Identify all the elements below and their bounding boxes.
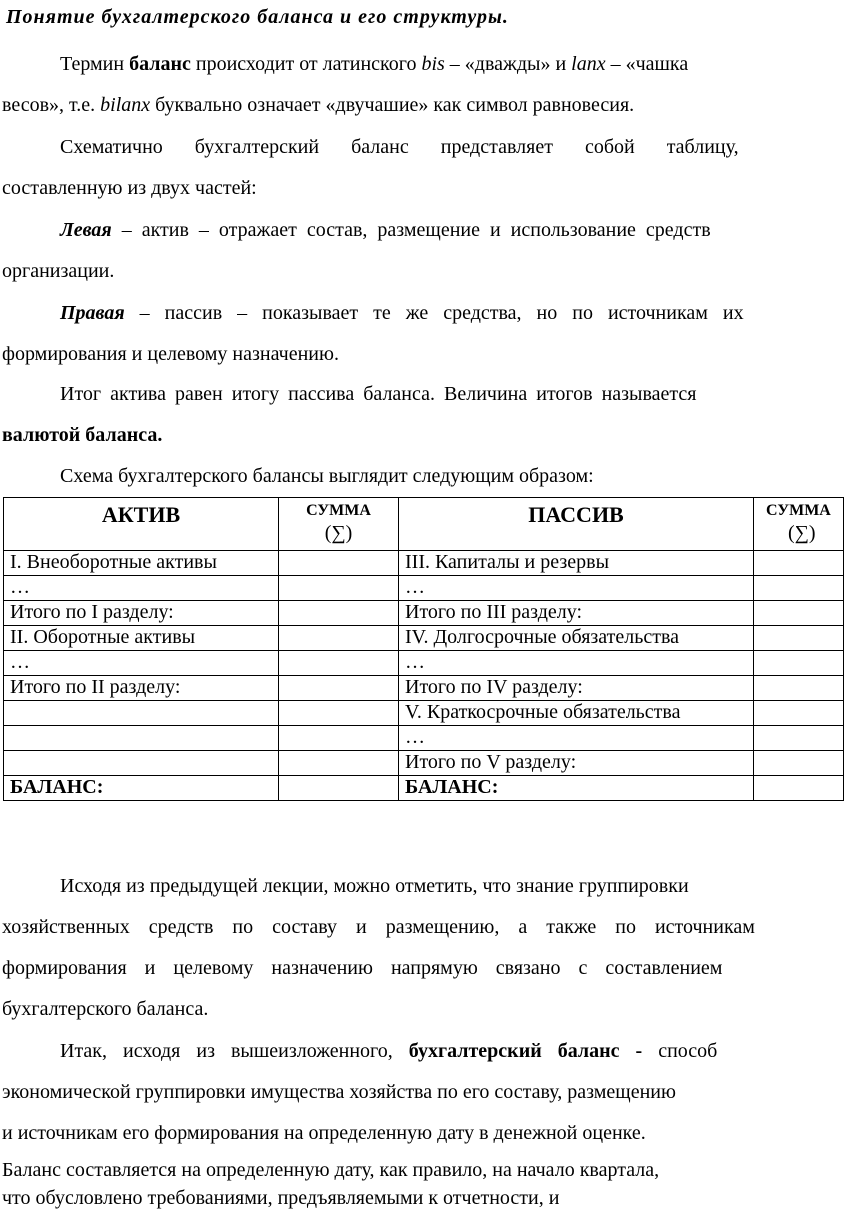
asset-cell: …	[4, 651, 279, 676]
text: – «дважды» и	[444, 53, 572, 75]
text: экономической группировки имущества хозяйства по его составу, размещению	[2, 1081, 676, 1103]
sum-cell	[754, 701, 844, 726]
liability-cell: IV. Долгосрочные обязательства	[399, 626, 754, 651]
liability-total-cell: БАЛАНС:	[399, 776, 754, 801]
paragraph-currency	[2, 374, 814, 456]
sum-cell	[754, 651, 844, 676]
text: – пассив – показывает те же средства, но по источникам их	[124, 302, 744, 324]
sum-cell	[279, 726, 399, 751]
sum-cell	[279, 651, 399, 676]
table-row	[4, 726, 844, 751]
text: Схема бухгалтерского балансы выглядит следующим образом:	[60, 465, 594, 487]
term-bilanx: bilanx	[100, 94, 151, 116]
text: Итак, исходя из вышеизложенного,	[60, 1040, 409, 1062]
table-row-total	[4, 776, 844, 801]
text: происходит от латинского	[190, 53, 422, 75]
balance-table	[3, 497, 844, 801]
asset-cell: Итого по I разделу:	[4, 601, 279, 626]
text: составленную из двух частей:	[2, 177, 257, 199]
liability-cell: V. Краткосрочные обязательства	[399, 701, 754, 726]
text: что обусловлено требованиями, предъявляемыми к отчетности, и	[2, 1187, 560, 1209]
term-lanx: lanx	[571, 53, 606, 75]
paragraph-balance-term	[2, 44, 814, 126]
text: буквально означает «двучашие» как символ равновесия.	[150, 94, 635, 116]
asset-total-cell: БАЛАНС:	[4, 776, 279, 801]
document-title: Понятие бухгалтерского баланса и его структуры.	[6, 6, 509, 28]
sum-cell	[279, 776, 399, 801]
paragraph-date	[2, 1156, 814, 1212]
text: – актив – отражает состав, размещение и использование средств	[111, 219, 711, 241]
sum-cell	[754, 601, 844, 626]
header-sum-asset	[279, 498, 399, 551]
text: СУММА	[766, 502, 831, 519]
text: (∑)	[788, 522, 816, 544]
paragraph-right-side	[2, 293, 814, 375]
asset-cell: …	[4, 576, 279, 601]
text: Баланс составляется на определенную дату, как правило, на начало квартала,	[2, 1159, 660, 1181]
table-row	[4, 701, 844, 726]
sum-cell	[279, 751, 399, 776]
sum-cell	[279, 576, 399, 601]
header-sum-liability	[754, 498, 844, 551]
term-right: Правая	[60, 302, 125, 324]
asset-cell: II. Оборотные активы	[4, 626, 279, 651]
text: СУММА	[306, 502, 371, 519]
table-row	[4, 601, 844, 626]
table-row	[4, 651, 844, 676]
sum-cell	[279, 601, 399, 626]
header-asset: АКТИВ	[4, 498, 279, 551]
text: хозяйственных средств по составу и размещению, а также по источникам	[2, 916, 755, 938]
table-row	[4, 576, 844, 601]
sum-cell	[279, 626, 399, 651]
asset-cell	[4, 726, 279, 751]
header-liability: ПАССИВ	[399, 498, 754, 551]
term-bis: bis	[421, 53, 445, 75]
text: организации.	[2, 260, 115, 282]
term-balance: баланс	[129, 53, 191, 75]
sum-cell	[279, 551, 399, 576]
asset-cell: Итого по II разделу:	[4, 676, 279, 701]
liability-cell: Итого по III разделу:	[399, 601, 754, 626]
text: Исходя из предыдущей лекции, можно отметить, что знание группировки	[60, 875, 689, 897]
text: (∑)	[324, 522, 353, 544]
asset-cell	[4, 751, 279, 776]
table-header-row	[4, 498, 844, 551]
liability-cell: Итого по IV разделу:	[399, 676, 754, 701]
table-row	[4, 676, 844, 701]
paragraph-left-side	[2, 210, 814, 292]
text: – «чашка	[605, 53, 689, 75]
text: способ	[642, 1040, 718, 1062]
sum-cell	[754, 776, 844, 801]
sum-cell	[754, 751, 844, 776]
sum-cell	[754, 551, 844, 576]
sum-cell	[279, 701, 399, 726]
asset-cell: I. Внеоборотные активы	[4, 551, 279, 576]
sum-cell	[754, 626, 844, 651]
text: формирования и целевому назначению.	[2, 343, 339, 365]
liability-cell: …	[399, 651, 754, 676]
text: весов», т.е.	[2, 94, 101, 116]
asset-cell	[4, 701, 279, 726]
text: бухгалтерского баланса.	[2, 998, 209, 1020]
paragraph-table-intro	[2, 456, 814, 497]
term-currency-balance: валютой баланса.	[2, 424, 163, 446]
table-row	[4, 551, 844, 576]
sum-cell	[754, 676, 844, 701]
text: Термин	[60, 53, 130, 75]
table-row	[4, 751, 844, 776]
sum-cell	[754, 726, 844, 751]
term-left: Левая	[60, 219, 112, 241]
liability-cell: …	[399, 726, 754, 751]
table-row	[4, 626, 844, 651]
sum-cell	[754, 576, 844, 601]
sum-cell	[279, 676, 399, 701]
paragraph-grouping	[2, 866, 814, 1030]
liability-cell: III. Капиталы и резервы	[399, 551, 754, 576]
text: Схематично бухгалтерский баланс представляет собой таблицу,	[60, 136, 739, 158]
liability-cell: …	[399, 576, 754, 601]
paragraph-schema	[2, 127, 814, 209]
text: и источникам его формирования на определенную дату в денежной оценке.	[2, 1122, 646, 1144]
term-accounting-balance: бухгалтерский баланс -	[408, 1040, 643, 1062]
liability-cell: Итого по V разделу:	[399, 751, 754, 776]
text: формирования и целевому назначению напрямую связано с составлением	[2, 957, 723, 979]
text: Итог актива равен итогу пассива баланса. Величина итогов называется	[60, 383, 697, 405]
paragraph-definition	[2, 1031, 814, 1154]
